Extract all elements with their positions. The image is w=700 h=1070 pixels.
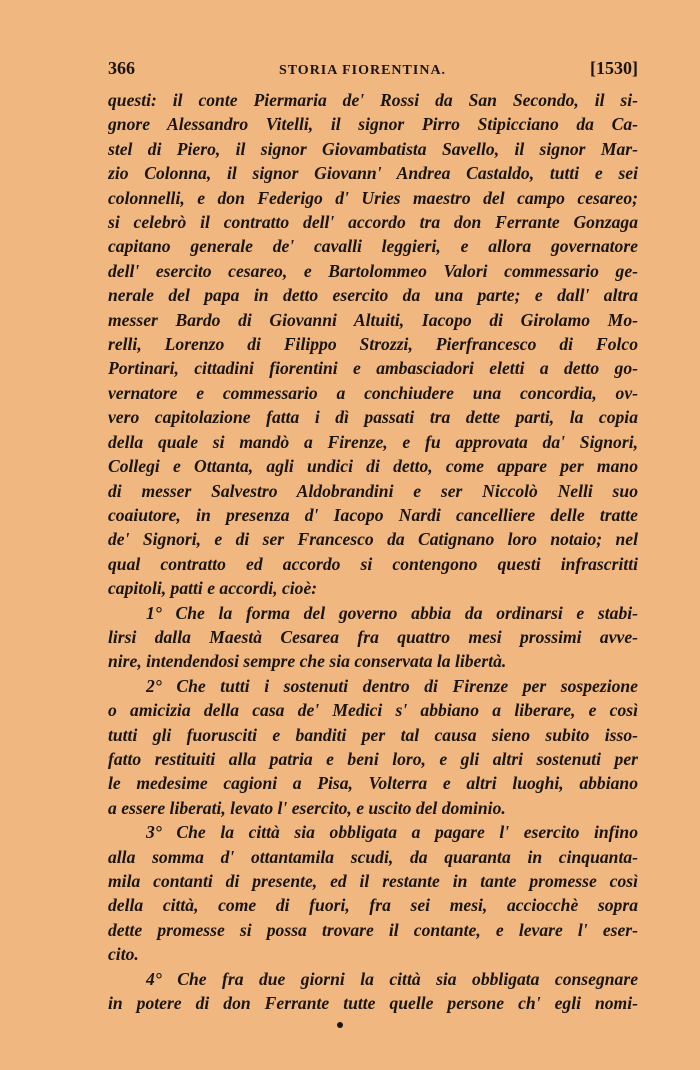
page-number: 366: [108, 58, 135, 78]
text-line: 2° Che tutti i sostenuti dentro di Firenze per sospezione: [146, 675, 638, 696]
text-line: o amicizia della casa de' Medici s' abbiano a liberare, e così: [108, 700, 638, 721]
text-line: a essere liberati, levato l' esercito, e uscito del dominio.: [108, 797, 506, 818]
running-header: [108, 58, 638, 88]
text-line: questi: il conte Piermaria de' Rossi da San Secondo, il si-: [108, 90, 638, 110]
text-line: zio Colonna, il signor Giovann' Andrea Castaldo, tutti e sei: [108, 163, 638, 184]
ink-dot: [337, 1022, 343, 1028]
text-line: di messer Salvestro Aldobrandini e ser Niccolò Nelli suo: [108, 480, 638, 501]
text-line: capitoli, patti e accordi, cioè:: [108, 578, 318, 599]
text-line: messer Bardo di Giovanni Altuiti, Iacopo di Girolamo Mo-: [108, 309, 638, 330]
text-line: mila contanti di presente, ed il restante in tante promesse così: [108, 871, 638, 891]
body-text: [108, 88, 638, 1015]
year-marker: [1530]: [590, 58, 638, 78]
text-line: dette promesse si possa trovare il contante, e levare l' eser-: [108, 919, 638, 940]
text-line: cito.: [108, 944, 139, 965]
running-title: STORIA FIORENTINA.: [278, 63, 447, 78]
text-line: coaiutore, in presenza d' Iacopo Nardi cancelliere delle tratte: [108, 504, 638, 525]
text-line: colonnelli, e don Federigo d' Uries maestro del campo cesareo;: [108, 187, 638, 208]
text-line: le medesime cagioni a Pisa, Volterra e altri luoghi, abbiano: [108, 773, 638, 794]
text-line: tutti gli fuorusciti e banditi per tal causa sieno subito isso-: [108, 724, 638, 745]
text-line: fatto restituiti alla patria e beni loro, e gli altri sostenuti per: [108, 748, 638, 769]
text-line: nerale del papa in detto esercito da una parte; e dall' altra: [108, 285, 638, 306]
text-line: 4° Che fra due giorni la città sia obbligata consegnare: [146, 968, 638, 989]
text-line: lirsi dalla Maestà Cesarea fra quattro mesi prossimi avve-: [108, 626, 638, 647]
text-line: gnore Alessandro Vitelli, il signor Pirro Stipicciano da Ca-: [108, 114, 638, 135]
text-line: de' Signori, e di ser Francesco da Catignano loro notaio; nel: [108, 529, 638, 550]
text-line: relli, Lorenzo di Filippo Strozzi, Pierfrancesco di Folco: [108, 334, 638, 355]
text-line: della città, come di fuori, fra sei mesi, acciocchè sopra: [108, 895, 638, 916]
text-line: vero capitolazione fatta i dì passati tra dette parti, la copia: [108, 407, 638, 428]
text-line: 1° Che la forma del governo abbia da ordinarsi e stabi-: [146, 602, 638, 623]
text-line: capitano generale de' cavalli leggieri, e allora governatore: [108, 236, 638, 257]
text-line: dell' esercito cesareo, e Bartolommeo Valori commessario ge-: [108, 260, 638, 281]
text-line: in potere di don Ferrante tutte quelle persone ch' egli nomi-: [108, 993, 638, 1014]
book-page: [108, 58, 638, 1015]
text-line: qual contratto ed accordo si contengono questi infrascritti: [108, 553, 638, 574]
text-line: Portinari, cittadini fiorentini e ambasciadori eletti a detto go-: [108, 358, 638, 379]
text-line: stel di Piero, il signor Giovambatista Savello, il signor Mar-: [108, 138, 638, 159]
text-line: Collegi e Ottanta, agli undici di detto, come appare per mano: [108, 456, 638, 477]
text-line: alla somma d' ottantamila scudi, da quaranta in cinquanta-: [108, 846, 638, 867]
text-line: 3° Che la città sia obbligata a pagare l' esercito infino: [146, 822, 638, 843]
text-line: della quale si mandò a Firenze, e fu approvata da' Signori,: [108, 431, 638, 452]
text-line: si celebrò il contratto dell' accordo tra don Ferrante Gonzaga: [108, 212, 638, 233]
text-line: nire, intendendosi sempre che sia conservata la libertà.: [108, 651, 507, 672]
text-line: vernatore e commessario a conchiudere una concordia, ov-: [108, 382, 638, 403]
